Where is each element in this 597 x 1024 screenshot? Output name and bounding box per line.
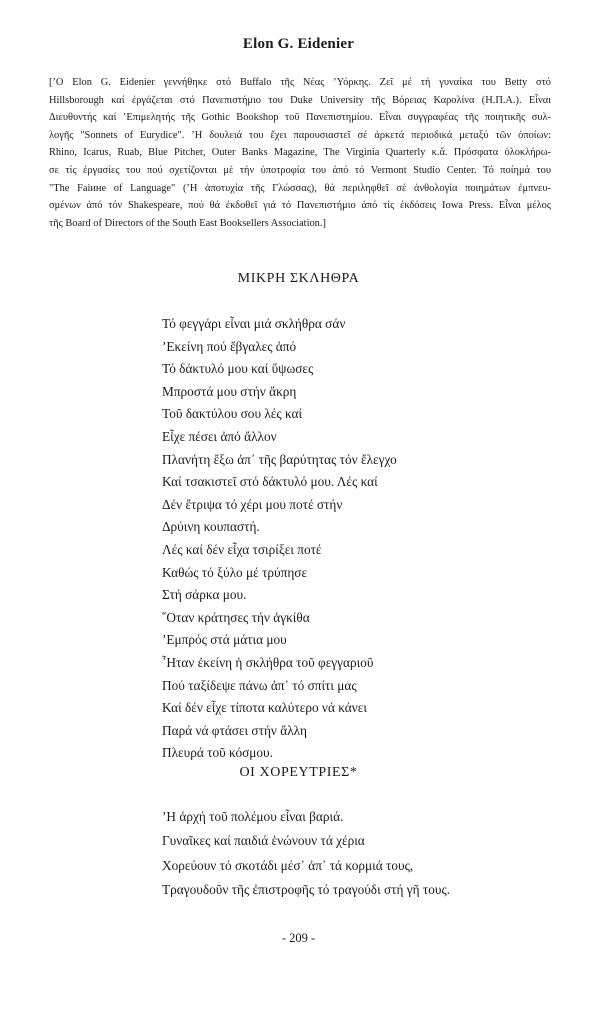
poem-title: ΜΙΚΡΗ ΣΚΛΗΘΡΑ <box>237 271 360 286</box>
poem-line: Τό δάκτυλό μου καί ὕψωσες <box>162 361 314 377</box>
poem-line: Τό φεγγάρι εἶναι μιά σκλήθρα σάν <box>162 316 346 331</box>
poem-line: ʼΕμπρός στά μάτια μου <box>162 632 287 648</box>
poem-line: Δέν ἔτριψα τό χέρι μου ποτέ στήν <box>162 496 343 512</box>
poem-line: Δρύινη κουπαστή. <box>162 519 260 535</box>
poem-body <box>162 805 450 902</box>
poem-line: Χορεύουν τό σκοτάδι μέσ᾽ ἀπ᾽ τά κορμιά τους, <box>162 857 414 873</box>
poem-line: Καί τσακιστεῖ στό δάκτυλό μου. Λές καί <box>162 474 378 490</box>
poem-line: Μπροστά μου στήν ἄκρη <box>162 383 297 399</box>
author-bio <box>49 74 551 232</box>
poem-line: Πλανήτη ἔξω ἀπ᾽ τῆς βαρύτητας τόν ἔλεγχο <box>162 451 397 467</box>
poem-line: Παρά νά φτάσει στήν ἄλλη <box>162 722 307 738</box>
bio-line: Διευθυντής καί ʼΕπιμελητής τῆς Gothic Bookshop τοῦ Πανεπιστημίου. Εἶναι συγγραφέας τῆς ποιητικῆς συλ- <box>49 112 551 124</box>
poem-title: ΟΙ ΧΟΡΕΥΤΡΙΕΣ* <box>239 765 358 780</box>
poem-line: Εἶχε πέσει ἀπό ἄλλον <box>162 428 277 444</box>
poem-line: Πλευρά τοῦ κόσμου. <box>162 745 273 761</box>
poem-line: Τραγουδοῦν τῆς ἐπιστροφῆς τό τραγούδι στή γῆ τους. <box>162 881 451 897</box>
poem-line: Τοῦ δακτύλου σου λές καί <box>162 406 303 422</box>
page-number: - 209 - <box>281 931 316 945</box>
bio-line: Rhino, Icarus, Ruab, Blue Pitcher, Outer Banks Magazine, The Virginia Quarterly κ.ἄ. Πρόσφατα ὁλοκλήρω- <box>49 147 551 159</box>
poem-line: Στή σάρκα μου. <box>162 587 247 603</box>
bio-line: σμένων ἀπό τόν Shakespeare, πού θά ἐκδοθεῖ γιά τό Πανεπιστήμιο ἀπό τίς ἐκδόσεις Iowa Press. Εἶναι μέλος <box>49 200 551 212</box>
poem-line: Γυναῖκες καί παιδιά ἑνώνουν τά χέρια <box>162 833 365 849</box>
poem-line: ῞Οταν κράτησες τήν ἀγκίθα <box>162 609 310 625</box>
poem-line: Λές καί δέν εἶχα τσιρίξει ποτέ <box>162 541 322 557</box>
poem-line: Πού ταξίδεψε πάνω ἀπ᾽ τό σπίτι μας <box>162 677 357 693</box>
bio-line: τῆς Board of Directors of the South East Booksellers Association.] <box>49 217 326 229</box>
poem-line: Καθώς τό ξύλο μέ τρύπησε <box>162 564 308 580</box>
bio-line: λογῆς "Sonnets of Eurydice". ʼΗ δουλειά του ἔχει παρουσιαστεῖ σέ ἀρκετά περιοδικά μεταξύ τῶν ὁποίων: <box>49 129 551 141</box>
bio-line: "The Faiине of Language" (ʼΗ ἀποτυχία τῆς Γλώσσας), θά περιληφθεῖ σέ ἀνθολογία ποιημάτων ἐμπνευ- <box>49 182 551 194</box>
bio-line: σε τίς ἐργασίες του πού σχετίζονται μέ τήν ὑποτροφία του ἀπό τό Vermont Studio Center. Τό ποίημά του <box>49 164 551 176</box>
poem-line: ʼΗ ἀρχή τοῦ πολέμου εἶναι βαριά. <box>162 809 344 824</box>
poem-body <box>162 313 397 765</box>
poem-line: ῏Ηταν ἐκείνη ἡ σκλήθρα τοῦ φεγγαριοῦ <box>162 654 374 670</box>
poem-line: Καί δέν εἶχε τίποτα καλύτερο νά κάνει <box>162 700 367 716</box>
poem-line: ʼΕκείνη πού ἔβγαλες ἀπό <box>162 338 297 354</box>
bio-line: [ʼΟ Elon G. Eidenier γεννήθηκε στό Buffalo τῆς Νέας ʼΥόρκης. Ζεῖ μέ τή γυναίκα του Betty στό <box>49 77 551 88</box>
author-heading: Elon G. Eidenier <box>242 36 355 52</box>
bio-line: Hillsborough καί ἐργάζεται στό Πανεπιστήμιο του Duke University τῆς Βόρειας Καρολίνα (Η.Π.Α.). Εἶναι <box>49 94 551 106</box>
